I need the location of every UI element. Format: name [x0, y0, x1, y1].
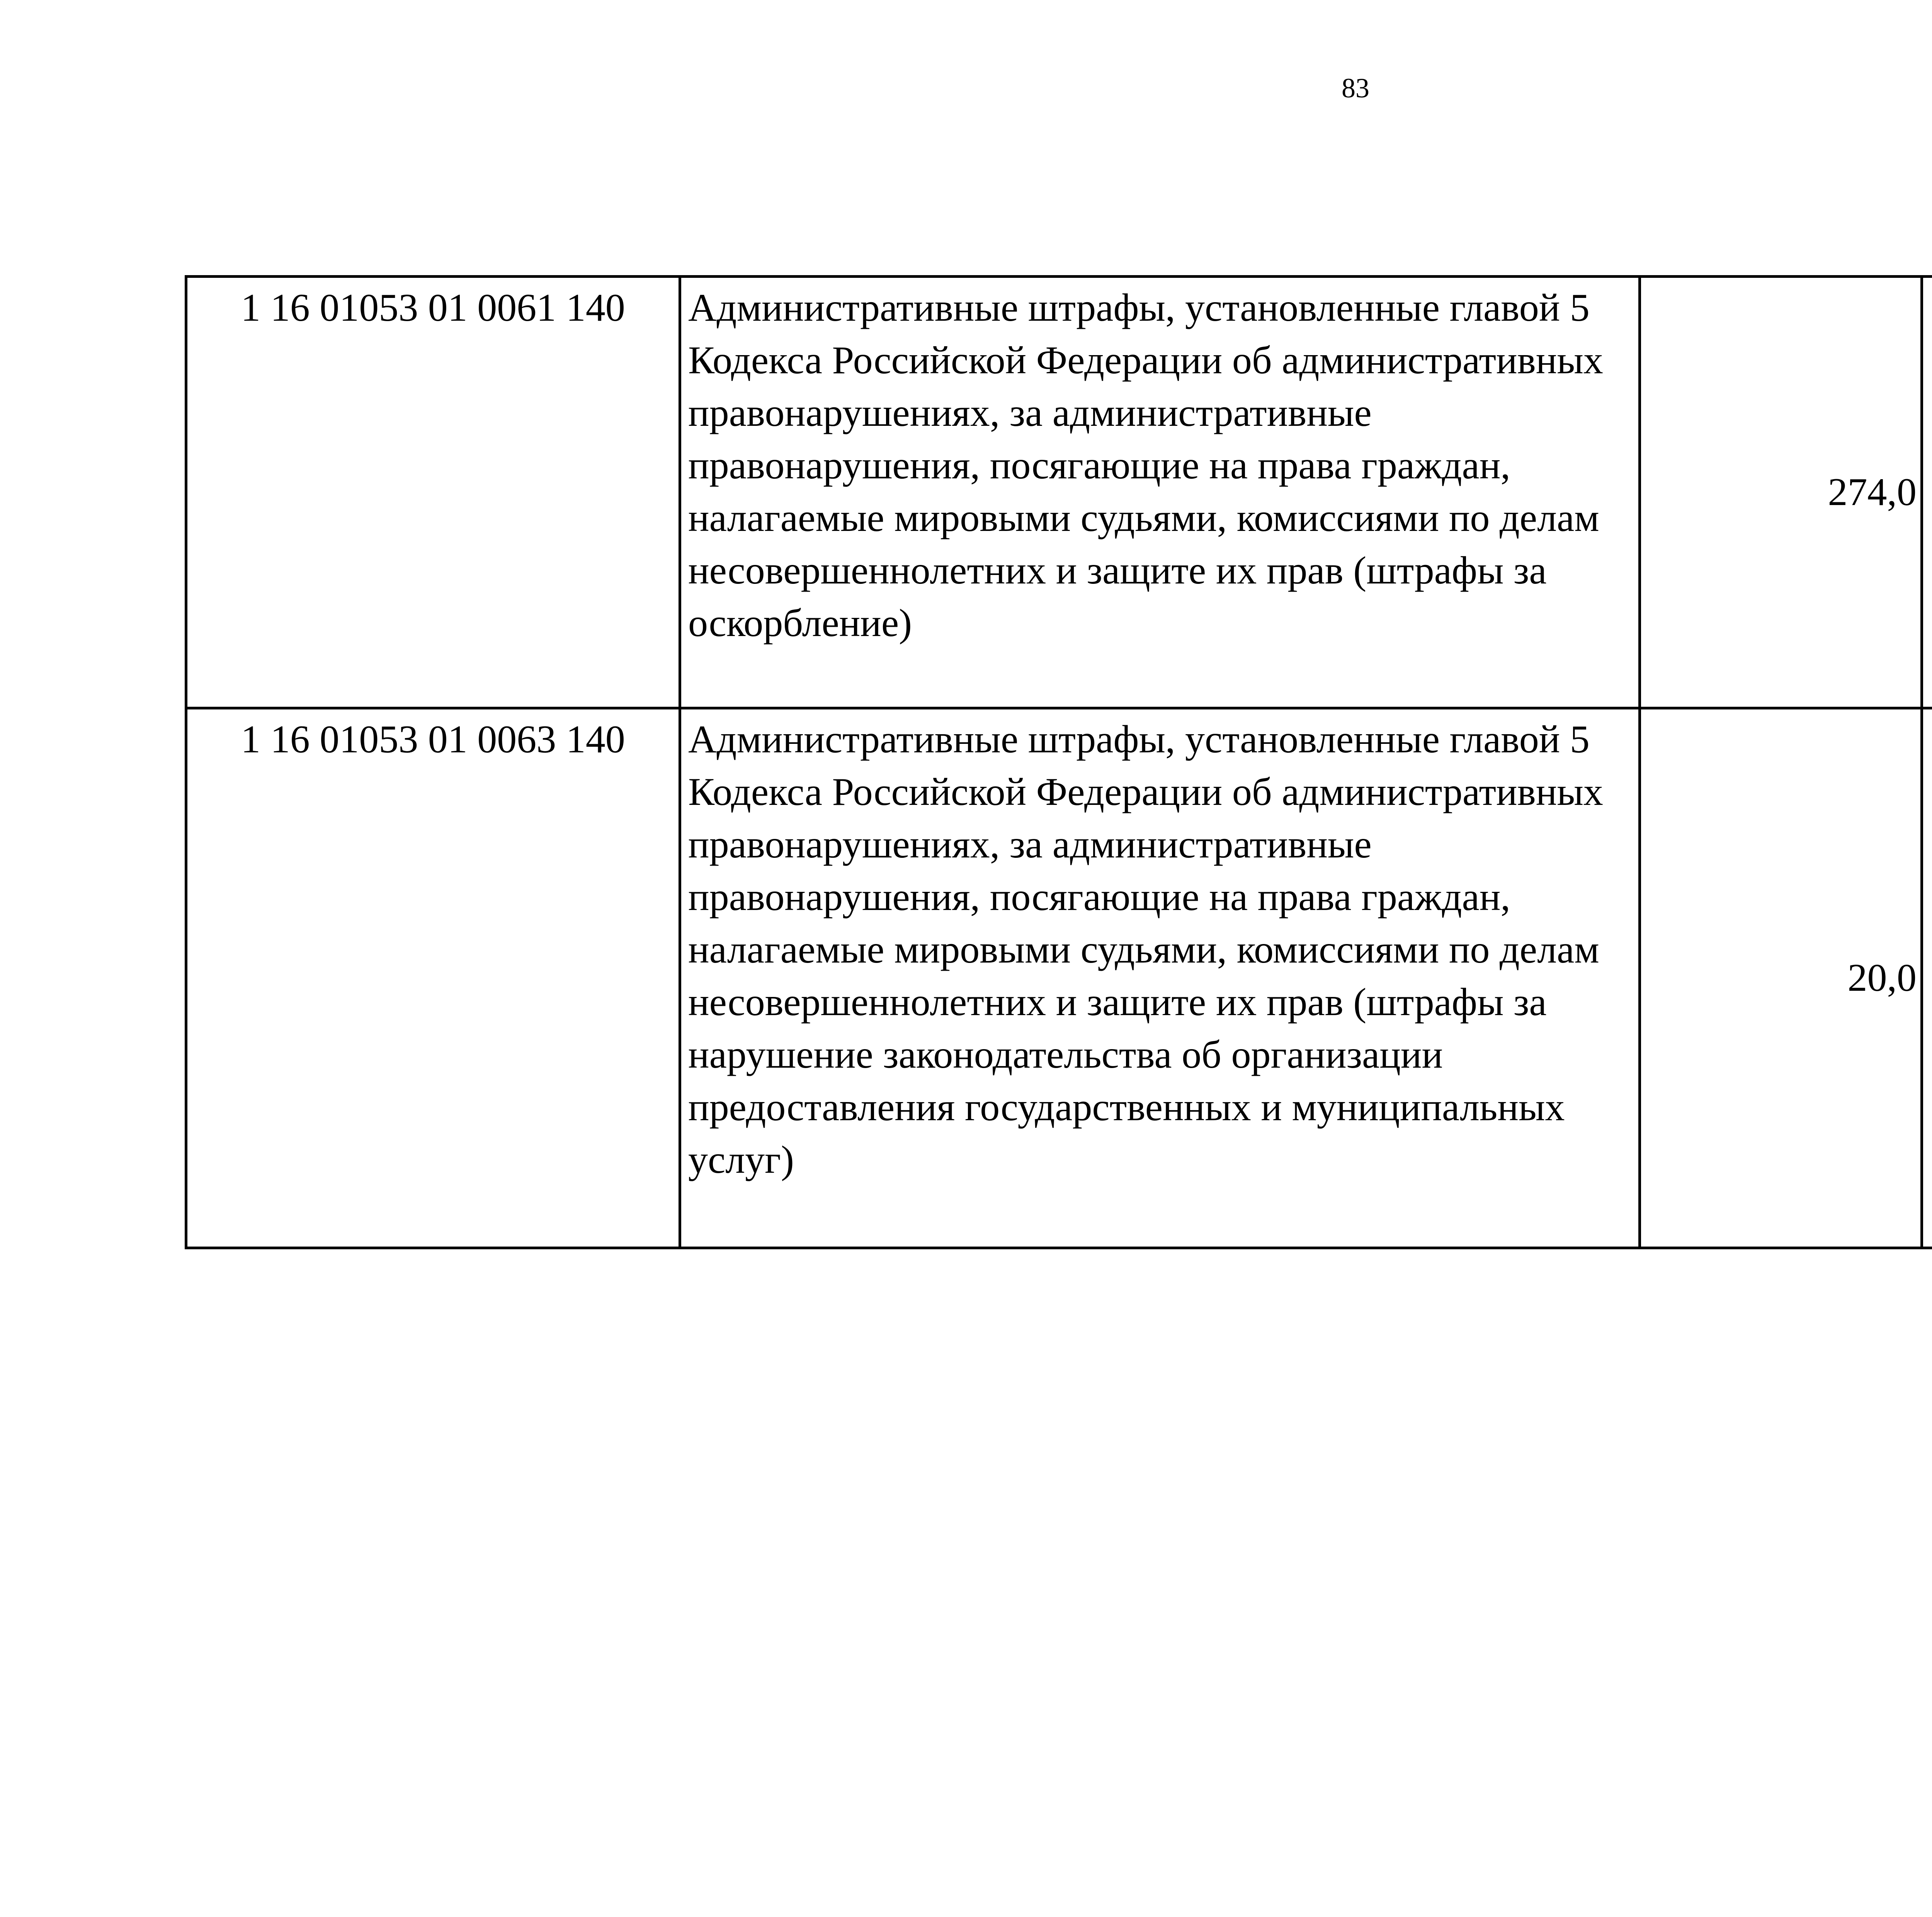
value-cell-1: 20,0: [1640, 708, 1922, 1248]
description-cell: Административные штрафы, установленные главой 5 Кодекса Российской Федерации об административных правонарушениях, за административные правонарушения, посягающие на права граждан, налагаемые мировыми судьями, комиссиями по делам несовершеннолетних и защите их прав (штрафы за нарушение законодательства об организации предоставления государственных и муниципальных услуг): [680, 708, 1640, 1248]
page-number: 83: [1342, 73, 1369, 104]
value-cell-1: 274,0: [1640, 277, 1922, 708]
table-row: [186, 708, 1932, 1248]
budget-table: [185, 275, 1932, 1249]
description-cell: Административные штрафы, установленные главой 5 Кодекса Российской Федерации об административных правонарушениях, за административные правонарушения, посягающие на права граждан, налагаемые мировыми судьями, комиссиями по делам несовершеннолетних и защите их прав (штрафы за оскорбление): [680, 277, 1640, 708]
budget-code-cell: 1 16 01053 01 0063 140: [186, 708, 680, 1248]
value-cell-2: [1922, 708, 1932, 1248]
value-cell-2: [1922, 277, 1932, 708]
table-row: [186, 277, 1932, 708]
budget-code-cell: 1 16 01053 01 0061 140: [186, 277, 680, 708]
